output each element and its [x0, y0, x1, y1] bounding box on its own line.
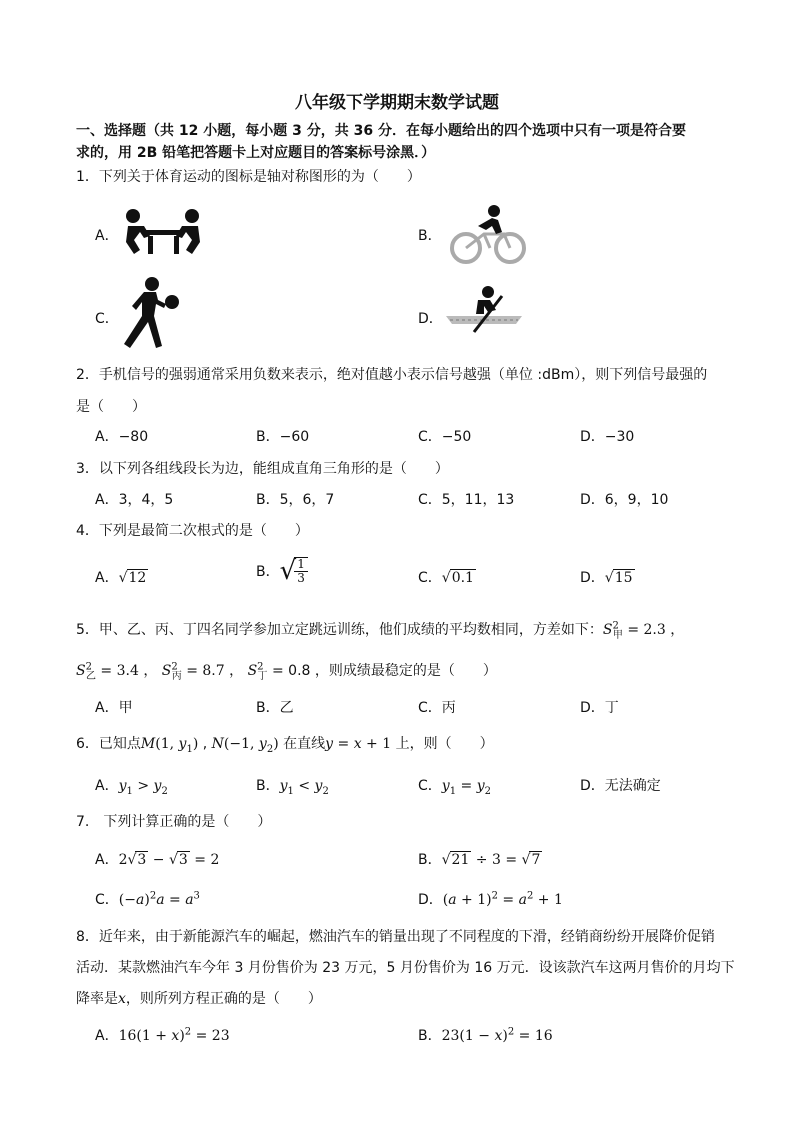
q8-option-b: B．$23(1 - x)^2 = 16$ — [418, 1026, 553, 1044]
q8-stem-line3-pre: 降率是 — [76, 991, 118, 1007]
q8-option-a: A．$16(1 + x)^2 = 23$ — [95, 1026, 230, 1044]
q2-option-d: D．−30 — [580, 429, 635, 445]
q7-option-a-label: A． — [95, 852, 119, 868]
q3-option-a: A．3，4，5 — [95, 492, 174, 508]
q8-stem-line3-post: ，则所列方程正确的是（ ） — [125, 991, 322, 1007]
q4-stem: 4．下列是最简二次根式的是（ ） — [76, 523, 309, 539]
section-heading-line1: 一、选择题（共 12 小题，每小题 3 分，共 36 分．在每小题给出的四个选项中只有一项是符合要 — [76, 123, 686, 139]
q5-variance-yi: = 3.4 ， — [100, 663, 158, 679]
q7-option-a: A．2√3 − √3 = 2 — [95, 852, 220, 868]
q4-option-b-label: B． — [256, 564, 280, 580]
volleyball-player-icon — [118, 276, 182, 350]
q1-option-a-label: A． — [95, 228, 119, 244]
q5-option-d: D．丁 — [580, 700, 619, 716]
q5-sub-yi: 乙 — [85, 670, 96, 682]
q1-option-d-label: D． — [418, 311, 443, 327]
q6-option-d: D．无法确定 — [580, 778, 661, 794]
q4-option-c-label: C． — [418, 570, 442, 586]
q8-option-a-label: A． — [95, 1028, 119, 1044]
q4-option-c-radicand: 0.1 — [451, 570, 474, 586]
q5-variance-bing: = 8.7 ， — [186, 663, 244, 679]
q3-option-c: C．5，11，13 — [418, 492, 515, 508]
q6-option-c-label: C． — [418, 778, 442, 794]
q8-stem-line1: 8．近年来，由于新能源汽车的崛起，燃油汽车的销量出现了不同程度的下滑，经销商纷纷开展降价促销 — [76, 929, 715, 945]
q4-option-d-radicand: 15 — [614, 570, 633, 586]
q7-option-b-label: B． — [418, 852, 442, 868]
q8-stem-line3: 降率是x，则所列方程正确的是（ ） — [76, 991, 322, 1007]
q3-stem: 3．以下列各组线段长为边，能组成直角三角形的是（ ） — [76, 461, 449, 477]
q5-variance-ding: = 0.8 ，则成绩最稳定的是（ ） — [271, 663, 497, 679]
q7-option-c-label: C． — [95, 892, 119, 908]
q3-option-d: D．6，9，10 — [580, 492, 669, 508]
q4-option-d-label: D． — [580, 570, 605, 586]
q8-option-b-label: B． — [418, 1028, 442, 1044]
q4-option-d: D．√15 — [580, 570, 633, 586]
q2-option-a: A．−80 — [95, 429, 149, 445]
q6-option-b: B．$y_1 < y_2$ — [256, 778, 329, 797]
q8-stem-line2: 活动．某款燃油汽车今年 3 月份售价为 23 万元，5 月份售价为 16 万元．设该款汽车这两月售价的月均下 — [76, 960, 735, 976]
q5-sub-ding: 丁 — [257, 670, 268, 682]
q2-stem-line1: 2．手机信号的强弱通常采用负数来表示，绝对值越小表示信号越强（单位 :dBm），则下列信号最强的 — [76, 367, 708, 383]
q3-option-b: B．5，6，7 — [256, 492, 335, 508]
q4-option-c: C．√0.1 — [418, 570, 474, 586]
q6-option-a-label: A． — [95, 778, 119, 794]
rowing-icon — [444, 284, 524, 336]
q1-stem: 1．下列关于体育运动的图标是轴对称图形的为（ ） — [76, 169, 421, 185]
q7-option-c: C．$(-a)^2a = a^3$ — [95, 890, 200, 908]
q6-option-a: A．$y_1 > y_2$ — [95, 778, 168, 797]
q4-option-a-radicand: 12 — [128, 570, 147, 586]
q5-stem-text: 5．甲、乙、丙、丁四名同学参加立定跳远训练，他们成绩的平均数相同，方差如下： — [76, 622, 603, 638]
q6-stem-mid: 在直线 — [283, 736, 326, 752]
q1-option-c-label: C． — [95, 311, 119, 327]
q5-option-b: B．乙 — [256, 700, 294, 716]
q6-option-c: C．$y_1 = y_2$ — [418, 778, 492, 797]
q4-option-b: B．√ $\frac{1}{3}$ — [256, 556, 308, 586]
q6-option-b-label: B． — [256, 778, 280, 794]
q7-option-d: D．$(a + 1)^2 = a^2 + 1$ — [418, 890, 563, 908]
q1-option-b-label: B． — [418, 228, 442, 244]
q5-stem-line2: $S^2_乙 = 3.4$ ， $S^2_丙 = 8.7$ ， $S^2_丁 = 0.8$ ，则成绩最稳定的是（ ） — [76, 661, 497, 682]
q7-stem: 7. 下列计算正确的是（ ） — [76, 814, 272, 830]
q6-stem-post: 上，则（ ） — [395, 736, 494, 752]
q5-stem-line1: 5．甲、乙、丙、丁四名同学参加立定跳远训练，他们成绩的平均数相同，方差如下：$S^2_甲 = 2.3$ ， — [76, 620, 685, 641]
q4-option-b-numerator: 1 — [294, 558, 308, 572]
q2-option-c: C．−50 — [418, 429, 472, 445]
section-heading-line2: 求的，用 2B 铅笔把答题卡上对应题目的答案标号涂黑．） — [76, 145, 436, 161]
q2-stem-line2: 是（ ） — [76, 399, 146, 415]
q7-option-b: B．√21 ÷ 3 = √7 — [418, 852, 541, 868]
q6-stem: 6．已知点M(1, $y_1$) , N(−1, $y_2$) 在直线y = x + 1 上，则（ ） — [76, 736, 494, 755]
q4-option-a: A．√12 — [95, 570, 147, 586]
q5-option-a: A．甲 — [95, 700, 133, 716]
q4-option-b-denominator: 3 — [297, 571, 305, 585]
cyclist-icon — [448, 204, 528, 266]
q5-option-c: C．丙 — [418, 700, 456, 716]
q5-sub-jia: 甲 — [612, 629, 623, 641]
q4-option-a-label: A． — [95, 570, 119, 586]
q5-sub-bing: 丙 — [171, 670, 182, 682]
q6-stem-pre: 6．已知点 — [76, 736, 141, 752]
page-title: 八年级下学期期末数学试题 — [295, 93, 499, 113]
q7-option-d-label: D． — [418, 892, 443, 908]
q2-option-b: B．−60 — [256, 429, 310, 445]
tug-of-war-icon — [124, 206, 204, 262]
q5-variance-jia: = 2.3 ， — [627, 622, 685, 638]
